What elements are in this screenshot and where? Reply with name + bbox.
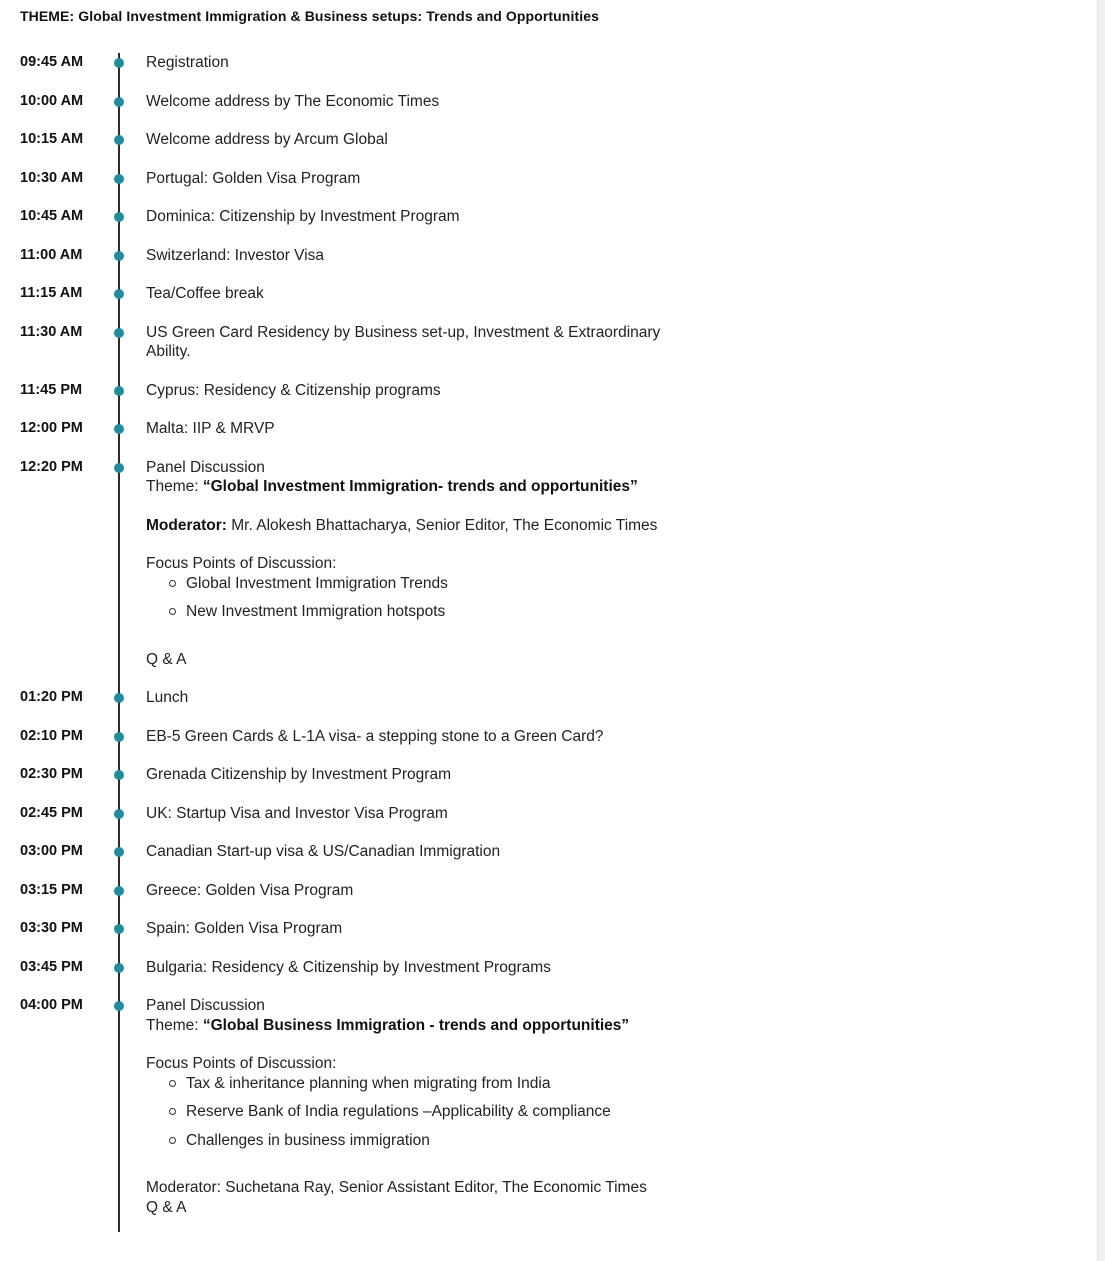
agenda-time: 03:00 PM (20, 843, 83, 859)
timeline-dot-icon (114, 1001, 124, 1011)
agenda-title: US Green Card Residency by Business set-up, Investment & Extraordinary Ability. (146, 323, 661, 360)
agenda-time: 11:15 AM (20, 285, 83, 301)
list-item: Global Investment Immigration Trends (186, 574, 676, 594)
agenda-item-panel-discussion (20, 996, 700, 1217)
timeline-dot-icon (114, 463, 124, 473)
agenda-time: 09:45 AM (20, 54, 84, 70)
panel-theme-text: “Global Investment Immigration- trends and opportunities” (202, 478, 638, 495)
timeline-dot-icon (114, 693, 124, 703)
agenda-title: Tea/Coffee break (146, 285, 264, 302)
agenda-item (20, 284, 700, 304)
agenda-time: 03:30 PM (20, 920, 83, 936)
agenda-item (20, 207, 700, 227)
agenda-item (20, 169, 700, 189)
agenda-time: 10:15 AM (20, 131, 84, 147)
agenda-item (20, 881, 700, 901)
moderator-label: Moderator: (146, 516, 227, 534)
agenda-time: 02:10 PM (20, 727, 83, 744)
panel-theme-label: Theme: (146, 1016, 203, 1034)
agenda-title: Welcome address by The Economic Times (146, 92, 440, 110)
timeline-dot-icon (114, 424, 124, 434)
page-theme-heading: THEME: Global Investment Immigration & Business setups: Trends and Opportunities (20, 8, 599, 24)
agenda-time: 10:30 AM (20, 169, 84, 186)
agenda-title: Spain: Golden Visa Program (146, 920, 343, 937)
timeline-dot-icon (114, 174, 124, 184)
agenda-time: 12:00 PM (20, 420, 83, 436)
timeline-dot-icon (114, 328, 124, 338)
agenda-title: Greece: Golden Visa Program (146, 881, 354, 899)
agenda-title: Registration (146, 54, 229, 71)
timeline-dot-icon (114, 809, 124, 819)
agenda-title: Welcome address by Arcum Global (146, 131, 388, 148)
agenda-title: UK: Startup Visa and Investor Visa Program (146, 804, 448, 822)
agenda-item (20, 92, 700, 112)
agenda-time: 01:20 PM (20, 689, 83, 705)
timeline-dot-icon (114, 847, 124, 857)
qa-label: Q & A (146, 650, 187, 668)
panel-theme (146, 1016, 676, 1036)
agenda-title: Dominica: Citizenship by Investment Program (146, 208, 460, 225)
panel-theme (146, 477, 676, 497)
panel-theme-label: Theme: (146, 478, 203, 495)
agenda-item (20, 381, 700, 401)
agenda-time: 10:00 AM (20, 92, 84, 109)
panel-details (146, 458, 676, 670)
agenda-title: Switzerland: Investor Visa (146, 246, 325, 264)
timeline-dot-icon (114, 732, 124, 742)
panel-moderator (146, 516, 676, 536)
agenda-item (20, 804, 700, 824)
list-item: New Investment Immigration hotspots (186, 602, 676, 622)
agenda-item-panel-discussion (20, 458, 700, 670)
list-item: Reserve Bank of India regulations –Applicability & compliance (186, 1102, 676, 1122)
focus-points-list (146, 1074, 676, 1151)
agenda-time: 04:00 PM (20, 997, 83, 1013)
timeline-dot-icon (114, 58, 124, 68)
agenda-title: Lunch (146, 689, 189, 706)
agenda-timeline (20, 53, 700, 1236)
qa-label: Q & A (146, 1198, 187, 1216)
agenda-title: Panel Discussion (146, 458, 265, 476)
timeline-dot-icon (114, 135, 124, 145)
timeline-dot-icon (114, 886, 124, 896)
moderator-text: Mr. Alokesh Bhattacharya, Senior Editor, The Economic Times (226, 516, 658, 534)
agenda-item (20, 688, 700, 708)
agenda-time: 11:30 AM (20, 323, 83, 340)
timeline-dot-icon (114, 386, 124, 396)
agenda-item (20, 323, 700, 362)
agenda-time: 10:45 AM (20, 208, 84, 224)
agenda-item (20, 246, 700, 266)
agenda-time: 02:45 PM (20, 804, 83, 821)
agenda-item (20, 727, 700, 747)
timeline-dot-icon (114, 770, 124, 780)
timeline-dot-icon (114, 963, 124, 973)
agenda-item (20, 842, 700, 862)
timeline-dot-icon (114, 251, 124, 261)
agenda-time: 03:45 PM (20, 958, 83, 975)
agenda-title: Panel Discussion (146, 997, 265, 1014)
panel-moderator: Moderator: Suchetana Ray, Senior Assistant Editor, The Economic Times (146, 1179, 647, 1196)
list-item: Tax & inheritance planning when migrating from India (186, 1074, 676, 1094)
agenda-title: EB-5 Green Cards & L-1A visa- a stepping stone to a Green Card? (146, 727, 604, 745)
agenda-title: Malta: IIP & MRVP (146, 420, 275, 437)
scrollbar-track[interactable] (1097, 0, 1105, 1261)
agenda-title: Grenada Citizenship by Investment Program (146, 766, 451, 783)
agenda-title: Bulgaria: Residency & Citizenship by Investment Programs (146, 958, 551, 976)
agenda-time: 02:30 PM (20, 766, 83, 782)
timeline-dot-icon (114, 289, 124, 299)
focus-points-list (146, 574, 676, 622)
agenda-time: 11:00 AM (20, 246, 83, 263)
agenda-time: 03:15 PM (20, 881, 83, 898)
agenda-title: Canadian Start-up visa & US/Canadian Immigration (146, 843, 501, 860)
agenda-time: 11:45 PM (20, 381, 83, 398)
agenda-item (20, 130, 700, 150)
agenda-title: Cyprus: Residency & Citizenship programs (146, 381, 441, 399)
panel-theme-text: “Global Business Immigration - trends and opportunities” (202, 1016, 630, 1034)
agenda-item (20, 419, 700, 439)
timeline-dot-icon (114, 97, 124, 107)
agenda-item (20, 53, 700, 73)
focus-points-label: Focus Points of Discussion: (146, 555, 337, 572)
focus-points-label: Focus Points of Discussion: (146, 1055, 337, 1072)
list-item: Challenges in business immigration (186, 1131, 676, 1151)
timeline-dot-icon (114, 924, 124, 934)
agenda-item (20, 958, 700, 978)
agenda-item (20, 765, 700, 785)
timeline-dot-icon (114, 212, 124, 222)
agenda-time: 12:20 PM (20, 458, 83, 475)
agenda-title: Portugal: Golden Visa Program (146, 169, 361, 187)
panel-details (146, 996, 676, 1217)
agenda-item (20, 919, 700, 939)
